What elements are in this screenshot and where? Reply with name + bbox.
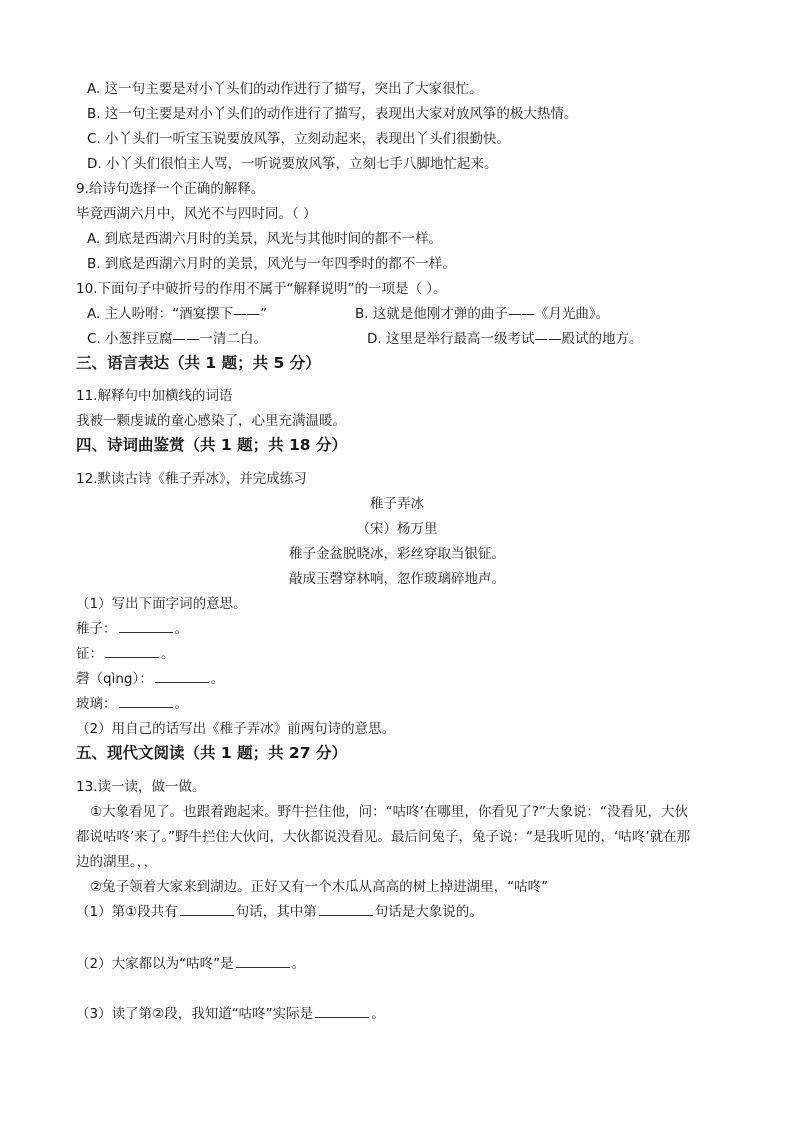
q8-option-d: D. 小丫头们很怕主人骂，一听说要放风筝，立刻七手八脚地忙起来。 [87,156,498,172]
answer-blank[interactable] [119,695,173,708]
word-label: 稚子： [76,621,117,637]
q13-sub-2 [76,955,305,973]
q9-option-b: B. 到底是西湖六月时的美景，风光与一年四季时的都不一样。 [87,256,456,272]
period: 。 [210,671,225,687]
answer-blank[interactable] [105,645,159,658]
q13-sub-2-text: （2）大家都以为“咕咚”是 [76,956,234,972]
q8-option-c: C. 小丫头们一听宝玉说要放风筝，立刻动起来，表现出丫头们很勤快。 [87,131,511,147]
passage-para-1-line-3: 边的湖里。，， [76,854,157,870]
q11-sentence: 我被一颗虔诚的童心感染了，心里充满温暖。 [76,413,346,429]
section-3-title: 三、语言表达（共 1 题；共 5 分） [76,354,321,372]
q12-sub-2: （2）用自己的话写出《稚子弄冰》前两句诗的意思。 [76,721,396,737]
passage-para-1-line-1: ①大象看见了。也跟着跑起来。野牛拦住他，问：“咕咚’在哪里，你看见了?”大象说：“没看见，大伙 [90,804,689,820]
q10-prompt: 10.下面句子中破折号的作用不属于“解释说明”的一项是（ ）。 [76,281,447,297]
q10-option-a: A. 主人吩咐：“酒宴摆下——” [87,306,268,322]
period: 。 [161,646,175,662]
q9-option-a: A. 到底是西湖六月时的美景，风光与其他时间的都不一样。 [87,231,443,247]
answer-blank[interactable] [319,903,373,916]
q8-option-b: B. 这一句主要是对小丫头们的动作进行了描写，表现出大家对放风筝的极大热情。 [87,106,578,122]
q8-option-a: A. 这一句主要是对小丫头们的动作进行了描写，突出了大家很忙。 [87,81,483,97]
poem-author: （宋）杨万里 [356,521,438,537]
answer-blank[interactable] [119,620,173,633]
word-label: 磬（qìng）： [76,671,153,687]
q10-option-c: C. 小葱拌豆腐——一清二白。 [87,331,268,347]
word-item [76,695,188,713]
poem-title: 稚子弄冰 [370,496,424,512]
period: 。 [174,621,188,637]
q13-prompt: 13.读一读，做一做。 [76,779,206,795]
answer-blank[interactable] [155,670,209,683]
word-item [76,670,224,688]
poem-line-2: 敲成玉磬穿林响，忽作玻璃碎地声。 [289,571,505,587]
word-item [76,645,175,663]
answer-blank[interactable] [180,903,234,916]
q13-sub-3 [76,1005,385,1023]
section-5-title: 五、现代文阅读（共 1 题；共 27 分） [76,744,347,762]
q13-sub-3-text: （3）读了第②段，我知道“咕咚”实际是 [76,1006,314,1022]
q12-sub-1: （1）写出下面字词的意思。 [76,596,247,612]
poem-line-1: 稚子金盆脱晓冰，彩丝穿取当银钲。 [289,546,505,562]
q13-sub-1-text-b: 句话，其中第 [235,904,317,920]
answer-blank[interactable] [315,1005,369,1018]
q10-option-b: B. 这就是他刚才弹的曲子——《月光曲》。 [355,306,610,322]
word-label: 玻璃： [76,696,117,712]
q9-verse: 毕竟西湖六月中，风光不与四时同。（ ） [76,206,317,222]
period: 。 [174,696,188,712]
period: 。 [291,956,306,972]
period: 。 [371,1006,385,1022]
q9-prompt: 9.给诗句选择一个正确的解释。 [76,181,265,197]
q10-option-d: D. 这里是举行最高一级考试——殿试的地方。 [367,331,643,347]
passage-para-1-line-2: 都说咕咚’来了。”野牛拦住大伙问，大伙都说没看见。最后问兔子，兔子说：“是我听见的，‘咕咚’就在那 [76,829,691,845]
section-4-title: 四、诗词曲鉴赏（共 1 题；共 18 分） [76,436,347,454]
q12-prompt: 12.默读古诗《稚子弄冰》，并完成练习 [76,471,307,487]
q13-sub-1 [76,903,483,921]
q13-sub-1-text-a: （1）第①段共有 [76,904,178,920]
passage-para-2: ②兔子领着大家来到湖边。正好又有一个木瓜从高高的树上掉进湖里，“咕咚” [90,879,549,895]
word-label: 钲： [76,646,103,662]
q11-prompt: 11.解释句中加横线的词语 [76,388,233,404]
q13-sub-1-text-c: 句话是大象说的。 [374,904,483,920]
answer-blank[interactable] [236,955,290,968]
word-item [76,620,188,638]
